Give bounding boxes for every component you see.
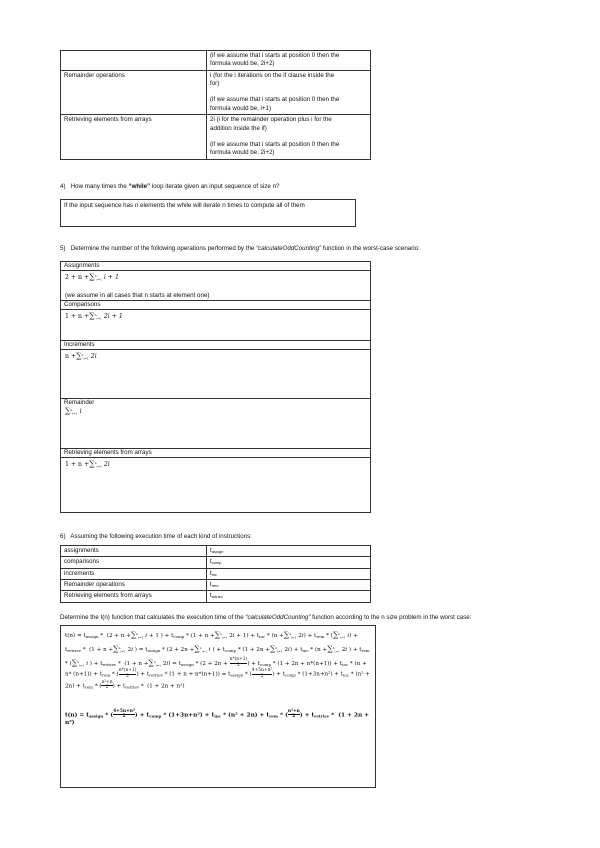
table-row bbox=[61, 557, 371, 568]
answer-text: If the input sequence has n elements the while will iterate n times to compute all of them bbox=[64, 202, 305, 209]
op-assignments-note: (we assume in all cases that n starts at element one) bbox=[65, 292, 210, 299]
op-increments-formula: n +∑$^n_{i=1}$ 2i bbox=[65, 351, 97, 361]
cell-line: i (for the i iterations on the if clause inside the bbox=[210, 71, 335, 79]
table-cell-value: $t_{assign}$ bbox=[207, 546, 371, 557]
table-cell-label: Retrieving elements from arrays bbox=[61, 591, 207, 602]
question-text-quoted: “while” bbox=[128, 183, 151, 190]
answer-box-4 bbox=[60, 199, 356, 227]
table-cell-value bbox=[207, 70, 371, 114]
question-text: Assuming the following execution time of each kind of instructions: bbox=[70, 533, 252, 540]
table-cell-label bbox=[61, 51, 207, 71]
tn-final-formula: $t(n) = t_{assign}$ * ( $\frac{\text{4+5n+n²}}{2}$ ) + $t_{comp} * (1+3n+n^2) + t_{inc} * (n^2 + 2n) + t_{rem}$ * ( $\frac{\text{n²+n}}{2}$ ) + $t_{retriev} * (1 + 2n + n^2)$ bbox=[65, 709, 370, 727]
execution-time-table bbox=[60, 545, 371, 603]
table-row bbox=[61, 591, 371, 602]
sigma-icon: ∑ bbox=[89, 459, 95, 468]
op-remainder-formula: ∑$^n_{i=1}$ i bbox=[65, 406, 82, 416]
cell-line: (if we assume that i starts at position 0 then the bbox=[210, 140, 340, 148]
sigma-icon: ∑ bbox=[89, 311, 95, 320]
table-cell-value: $t_{retriev}$ bbox=[207, 591, 371, 602]
table-row bbox=[61, 70, 371, 114]
cell-line: 2i (i for the remainder operation plus i for the bbox=[210, 116, 332, 124]
sum-limits: $^n_{i=1}$ bbox=[94, 312, 102, 321]
final-question bbox=[60, 614, 560, 622]
question-text-post: loop iterate given an input sequence of size n? bbox=[150, 183, 280, 190]
table-row bbox=[61, 115, 371, 159]
cell-line: (if we assume that i starts at position 0 then the bbox=[210, 52, 340, 59]
sum-limits: $^n_{i=1}$ bbox=[81, 352, 89, 361]
sigma-icon: ∑ bbox=[76, 351, 82, 360]
sum-limits: $^n_{i=1}$ bbox=[70, 407, 78, 416]
question-4 bbox=[60, 183, 279, 191]
function-name: “calculateOddCounting” bbox=[256, 245, 322, 252]
table-continuation bbox=[60, 50, 371, 160]
cell-line: (if we assume that i starts at position 0 then the bbox=[210, 96, 340, 104]
cell-line: addition inside the if) bbox=[210, 124, 267, 132]
cell-line: formula would be, 2i+2) bbox=[210, 60, 275, 68]
sigma-icon: ∑ bbox=[65, 406, 71, 415]
table-cell-value bbox=[207, 115, 371, 159]
question-6 bbox=[60, 533, 252, 541]
op-retrieving-label: Retrieving elements from arrays bbox=[61, 448, 370, 458]
op-assignments-formula: 2 + n +∑$^n_{i=1}$ i + 1 bbox=[65, 272, 119, 282]
sum-limits: $^n_{i=1}$ bbox=[94, 273, 102, 282]
question-text-pre: How many times the bbox=[70, 183, 129, 190]
tn-derivation: $t(n) = t_{assign} * (2 + n +\sum^n_{i=1}$ i + 1 ) + $t_{comp} * (1 + n +\sum^n_{i=1}$ $2i + 1) + t_{inc} * (n +\sum^n_{i=1}$ $2i) + t_{rem} * (\sum^n_{i=1}$ $i) + t_{retriev} * (1 + n +\sum^n_{i=1}$ 2i ) = $t_{assign} * (2 + 2n +\sum^n_{i=1}$ i ) + $t_{comp} * (1 + 2n +\sum^n_{i=1}$ $2i) + t_{inc} * (n +\sum^n_{i=1}$ 2i ) + $t_{rem} * (\sum^n_{i=1}$ i ) + $t_{retriev} * (1 + n +\sum^n_{i=1}$ $2i) = t_{assign} * (2 + 2n$ + $\frac{n*(n+1)}{2}$ ) + $t_{comp} * (1 + 2n + n*(n+1)) + t_{inc} * (n + n*$ $(n+1)) + t_{rem}$ * ( $\frac{n*(n+1)}{2}$ ) + $t_{retriev} * (1 + n + n*(n+1)) = t_{assign}$ * ( $\frac{\text{4+5n+n²}}{2}$ ) + $t_{comp} * (1+3n+n^2) + t_{inc} * (n^2 + 2n) + t_{rem}$ * ( $\frac{\text{n²+n}}{2}$ ) + $t_{retriev} * (1 + 2n + n^2)$ bbox=[65, 630, 370, 690]
table-cell-value: $t_{rem}$ bbox=[207, 580, 371, 591]
tn-answer-box bbox=[60, 625, 376, 788]
function-name: “calculateOddCounting” bbox=[245, 614, 311, 621]
table-row bbox=[61, 51, 371, 71]
table-cell-value: $t_{comp}$ bbox=[207, 557, 371, 568]
table-cell-label: assignments bbox=[61, 546, 207, 557]
question-text-post: function according to the n size problem in the worst case: bbox=[310, 614, 472, 621]
cell-line: formula would be, 2i+2) bbox=[210, 149, 275, 157]
cell-line bbox=[210, 133, 367, 141]
sum-limits: $^n_{i=1}$ bbox=[94, 460, 102, 469]
op-retrieving-formula: 1 + n +∑$^n_{i=1}$ 2i bbox=[65, 459, 110, 469]
cell-line: for) bbox=[210, 80, 220, 88]
question-text-pre: Determine the number of the following operations performed by the bbox=[70, 245, 257, 252]
question-number: 5) bbox=[60, 245, 66, 252]
table-cell-label: increments bbox=[61, 568, 207, 579]
op-comparisons-formula: 1 + n +∑$^n_{i=1}$ 2i + 1 bbox=[65, 311, 123, 321]
cell-line: formula would be, i+1) bbox=[210, 104, 272, 112]
op-comparisons-label: Comparisons bbox=[61, 300, 370, 310]
table-cell-label: Remainder operations bbox=[61, 580, 207, 591]
question-text-pre: Determine the t(n) function that calculates the execution time of the bbox=[60, 614, 246, 621]
op-increments-label: Increments bbox=[61, 340, 370, 350]
question-number: 4) bbox=[60, 183, 66, 190]
op-remainder-label: Remainder bbox=[61, 398, 370, 408]
operations-box bbox=[60, 261, 371, 513]
question-text-post: function in the worst-case scenario: bbox=[321, 245, 420, 252]
sigma-icon: ∑ bbox=[89, 272, 95, 281]
cell-line bbox=[210, 88, 367, 96]
table-row bbox=[61, 568, 371, 579]
op-assignments-label: Assignments bbox=[61, 262, 370, 271]
table-cell-label: comparisons bbox=[61, 557, 207, 568]
table-cell-value: $t_{inc}$ bbox=[207, 568, 371, 579]
table-cell-label: Retrieving elements from arrays bbox=[61, 115, 207, 159]
table-row bbox=[61, 580, 371, 591]
table-cell-value bbox=[207, 51, 371, 71]
table-row bbox=[61, 546, 371, 557]
table-cell-label: Remainder operations bbox=[61, 70, 207, 114]
question-5 bbox=[60, 245, 420, 253]
question-number: 6) bbox=[60, 533, 66, 540]
